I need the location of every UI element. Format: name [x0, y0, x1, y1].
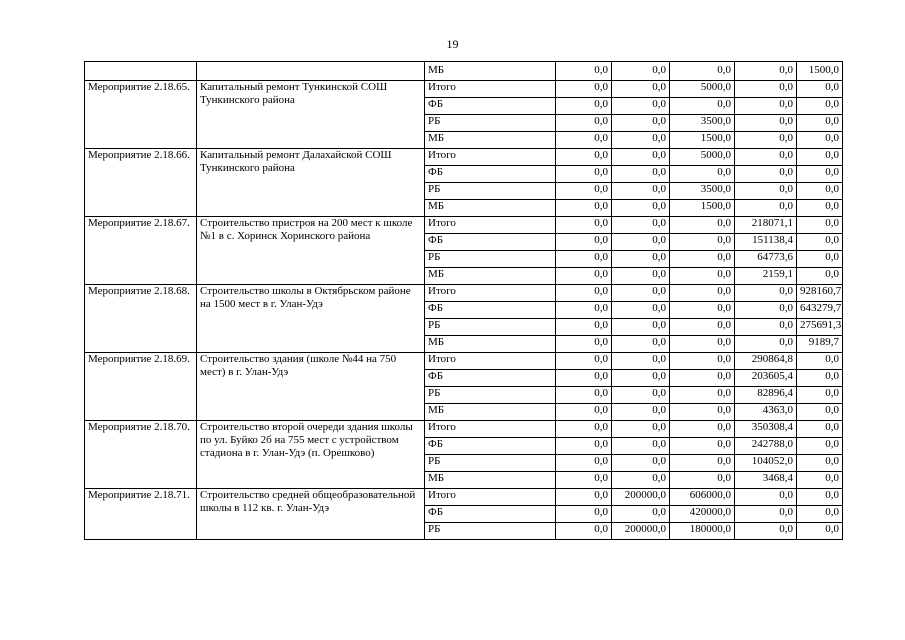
- value-cell: 0,0: [670, 353, 735, 370]
- value-cell: 0,0: [612, 336, 670, 353]
- measure-code-cell: [85, 62, 197, 81]
- value-cell: 0,0: [797, 115, 843, 132]
- value-cell: 0,0: [735, 62, 797, 81]
- measure-name-cell: Капитальный ремонт Тункинской СОШ Тункинского района: [197, 81, 425, 149]
- measure-code-cell: Мероприятие 2.18.71.: [85, 489, 197, 540]
- value-cell: 0,0: [670, 387, 735, 404]
- value-cell: 151138,4: [735, 234, 797, 251]
- value-cell: 0,0: [797, 98, 843, 115]
- value-cell: 0,0: [735, 319, 797, 336]
- measure-name-cell: Строительство средней общеобразовательной школы в 112 кв. г. Улан-Удэ: [197, 489, 425, 540]
- funding-source-cell: ФБ: [425, 166, 556, 183]
- value-cell: 0,0: [735, 285, 797, 302]
- value-cell: 0,0: [556, 421, 612, 438]
- value-cell: 0,0: [612, 506, 670, 523]
- funding-source-cell: РБ: [425, 183, 556, 200]
- value-cell: 420000,0: [670, 506, 735, 523]
- value-cell: 0,0: [735, 166, 797, 183]
- value-cell: 0,0: [670, 336, 735, 353]
- value-cell: 0,0: [612, 387, 670, 404]
- value-cell: 0,0: [612, 183, 670, 200]
- value-cell: 350308,4: [735, 421, 797, 438]
- value-cell: 0,0: [556, 523, 612, 540]
- value-cell: 1500,0: [670, 200, 735, 217]
- value-cell: 0,0: [612, 115, 670, 132]
- funding-source-cell: РБ: [425, 523, 556, 540]
- value-cell: 0,0: [612, 302, 670, 319]
- value-cell: 0,0: [556, 234, 612, 251]
- value-cell: 0,0: [797, 472, 843, 489]
- value-cell: 0,0: [797, 455, 843, 472]
- funding-source-cell: МБ: [425, 336, 556, 353]
- value-cell: 0,0: [556, 149, 612, 166]
- value-cell: 104052,0: [735, 455, 797, 472]
- table-row: [85, 285, 843, 302]
- value-cell: 9189,7: [797, 336, 843, 353]
- value-cell: 0,0: [556, 268, 612, 285]
- value-cell: 0,0: [670, 319, 735, 336]
- value-cell: 0,0: [797, 149, 843, 166]
- value-cell: 0,0: [556, 506, 612, 523]
- value-cell: 0,0: [556, 285, 612, 302]
- measure-code-cell: Мероприятие 2.18.66.: [85, 149, 197, 217]
- value-cell: 0,0: [612, 370, 670, 387]
- value-cell: 0,0: [556, 387, 612, 404]
- value-cell: 0,0: [797, 183, 843, 200]
- value-cell: 0,0: [670, 285, 735, 302]
- value-cell: 0,0: [735, 183, 797, 200]
- value-cell: 0,0: [556, 302, 612, 319]
- measure-code-cell: Мероприятие 2.18.70.: [85, 421, 197, 489]
- measure-name-cell: Строительство школы в Октябрьском районе на 1500 мест в г. Улан-Удэ: [197, 285, 425, 353]
- value-cell: 0,0: [735, 523, 797, 540]
- value-cell: 0,0: [797, 81, 843, 98]
- value-cell: 0,0: [556, 353, 612, 370]
- value-cell: 0,0: [556, 438, 612, 455]
- value-cell: 0,0: [797, 217, 843, 234]
- value-cell: 0,0: [797, 438, 843, 455]
- measure-name-cell: Строительство второй очереди здания школы по ул. Буйко 2б на 755 мест с устройством стадиона в г. Улан-Удэ (п. Орешково): [197, 421, 425, 489]
- value-cell: 0,0: [670, 251, 735, 268]
- value-cell: 0,0: [670, 98, 735, 115]
- funding-source-cell: Итого: [425, 353, 556, 370]
- value-cell: 0,0: [797, 132, 843, 149]
- value-cell: 0,0: [556, 81, 612, 98]
- table-row: [85, 217, 843, 234]
- value-cell: 0,0: [735, 200, 797, 217]
- value-cell: 0,0: [556, 472, 612, 489]
- value-cell: 0,0: [797, 353, 843, 370]
- value-cell: 0,0: [556, 370, 612, 387]
- value-cell: 200000,0: [612, 489, 670, 506]
- value-cell: 0,0: [797, 506, 843, 523]
- page-number: 19: [446, 37, 459, 51]
- table-row: [85, 81, 843, 98]
- value-cell: 0,0: [612, 200, 670, 217]
- funding-source-cell: РБ: [425, 319, 556, 336]
- value-cell: 0,0: [735, 489, 797, 506]
- funding-source-cell: РБ: [425, 455, 556, 472]
- funding-source-cell: РБ: [425, 251, 556, 268]
- value-cell: 0,0: [670, 438, 735, 455]
- value-cell: 0,0: [556, 455, 612, 472]
- funding-source-cell: ФБ: [425, 234, 556, 251]
- value-cell: 0,0: [612, 149, 670, 166]
- funding-source-cell: МБ: [425, 472, 556, 489]
- funding-source-cell: РБ: [425, 115, 556, 132]
- value-cell: 2159,1: [735, 268, 797, 285]
- table-row: [85, 353, 843, 370]
- funding-source-cell: ФБ: [425, 438, 556, 455]
- value-cell: 0,0: [612, 251, 670, 268]
- value-cell: 0,0: [670, 268, 735, 285]
- value-cell: 0,0: [735, 81, 797, 98]
- value-cell: 0,0: [797, 489, 843, 506]
- value-cell: 0,0: [670, 404, 735, 421]
- value-cell: 0,0: [797, 404, 843, 421]
- value-cell: 3468,4: [735, 472, 797, 489]
- funding-source-cell: ФБ: [425, 302, 556, 319]
- measure-code-cell: Мероприятие 2.18.69.: [85, 353, 197, 421]
- funding-source-cell: ФБ: [425, 98, 556, 115]
- funding-source-cell: РБ: [425, 387, 556, 404]
- value-cell: 0,0: [735, 132, 797, 149]
- value-cell: 0,0: [556, 166, 612, 183]
- measure-name-cell: [197, 62, 425, 81]
- funding-source-cell: МБ: [425, 268, 556, 285]
- value-cell: 0,0: [612, 217, 670, 234]
- value-cell: 200000,0: [612, 523, 670, 540]
- value-cell: 0,0: [735, 98, 797, 115]
- value-cell: 0,0: [797, 421, 843, 438]
- funding-source-cell: Итого: [425, 285, 556, 302]
- funding-source-cell: Итого: [425, 217, 556, 234]
- value-cell: 0,0: [556, 404, 612, 421]
- value-cell: 0,0: [612, 455, 670, 472]
- value-cell: 180000,0: [670, 523, 735, 540]
- value-cell: 0,0: [797, 387, 843, 404]
- value-cell: 0,0: [797, 200, 843, 217]
- value-cell: 0,0: [735, 149, 797, 166]
- value-cell: 0,0: [612, 438, 670, 455]
- funding-source-cell: Итого: [425, 421, 556, 438]
- value-cell: 0,0: [797, 268, 843, 285]
- value-cell: 0,0: [735, 336, 797, 353]
- value-cell: 0,0: [556, 98, 612, 115]
- value-cell: 0,0: [735, 115, 797, 132]
- funding-source-cell: ФБ: [425, 370, 556, 387]
- measure-code-cell: Мероприятие 2.18.65.: [85, 81, 197, 149]
- value-cell: 0,0: [612, 404, 670, 421]
- value-cell: 3500,0: [670, 115, 735, 132]
- value-cell: 0,0: [670, 370, 735, 387]
- measure-code-cell: Мероприятие 2.18.67.: [85, 217, 197, 285]
- value-cell: 0,0: [797, 251, 843, 268]
- funding-source-cell: ФБ: [425, 506, 556, 523]
- value-cell: 0,0: [556, 200, 612, 217]
- funding-source-cell: Итого: [425, 149, 556, 166]
- value-cell: 0,0: [735, 302, 797, 319]
- table-row: [85, 149, 843, 166]
- value-cell: 5000,0: [670, 149, 735, 166]
- table-row: [85, 421, 843, 438]
- value-cell: 0,0: [556, 251, 612, 268]
- funding-source-cell: МБ: [425, 200, 556, 217]
- measure-code-cell: Мероприятие 2.18.68.: [85, 285, 197, 353]
- value-cell: 0,0: [612, 472, 670, 489]
- funding-source-cell: МБ: [425, 404, 556, 421]
- value-cell: 242788,0: [735, 438, 797, 455]
- value-cell: 0,0: [797, 370, 843, 387]
- value-cell: 0,0: [670, 302, 735, 319]
- value-cell: 218071,1: [735, 217, 797, 234]
- funding-source-cell: МБ: [425, 62, 556, 81]
- value-cell: 290864,8: [735, 353, 797, 370]
- value-cell: 0,0: [797, 166, 843, 183]
- value-cell: 82896,4: [735, 387, 797, 404]
- measure-name-cell: Строительство здания (школе №44 на 750 мест) в г. Улан-Удэ: [197, 353, 425, 421]
- value-cell: 0,0: [612, 62, 670, 81]
- value-cell: 4363,0: [735, 404, 797, 421]
- value-cell: 0,0: [670, 62, 735, 81]
- table-row-continuation: [85, 62, 843, 81]
- value-cell: 606000,0: [670, 489, 735, 506]
- funding-source-cell: МБ: [425, 132, 556, 149]
- value-cell: 0,0: [612, 285, 670, 302]
- value-cell: 1500,0: [670, 132, 735, 149]
- value-cell: 3500,0: [670, 183, 735, 200]
- value-cell: 0,0: [612, 166, 670, 183]
- value-cell: 0,0: [612, 268, 670, 285]
- value-cell: 0,0: [670, 472, 735, 489]
- value-cell: 5000,0: [670, 81, 735, 98]
- value-cell: 928160,7: [797, 285, 843, 302]
- value-cell: 0,0: [612, 98, 670, 115]
- value-cell: 0,0: [670, 234, 735, 251]
- value-cell: 0,0: [556, 319, 612, 336]
- value-cell: 0,0: [612, 234, 670, 251]
- value-cell: 0,0: [612, 81, 670, 98]
- funding-source-cell: Итого: [425, 81, 556, 98]
- value-cell: 0,0: [556, 489, 612, 506]
- value-cell: 1500,0: [797, 62, 843, 81]
- value-cell: 0,0: [612, 319, 670, 336]
- table-body: [85, 62, 843, 540]
- funding-source-cell: Итого: [425, 489, 556, 506]
- value-cell: 0,0: [670, 421, 735, 438]
- budget-table: [84, 61, 843, 540]
- value-cell: 0,0: [670, 455, 735, 472]
- value-cell: 0,0: [556, 336, 612, 353]
- value-cell: 643279,7: [797, 302, 843, 319]
- value-cell: 0,0: [612, 132, 670, 149]
- value-cell: 275691,3: [797, 319, 843, 336]
- value-cell: 0,0: [670, 217, 735, 234]
- value-cell: 0,0: [735, 506, 797, 523]
- value-cell: 0,0: [612, 421, 670, 438]
- measure-name-cell: Капитальный ремонт Далахайской СОШ Тункинского района: [197, 149, 425, 217]
- value-cell: 0,0: [797, 234, 843, 251]
- value-cell: 203605,4: [735, 370, 797, 387]
- value-cell: 0,0: [797, 523, 843, 540]
- value-cell: 0,0: [556, 217, 612, 234]
- table-row: [85, 489, 843, 506]
- value-cell: 0,0: [670, 166, 735, 183]
- value-cell: 0,0: [556, 62, 612, 81]
- value-cell: 0,0: [556, 183, 612, 200]
- value-cell: 0,0: [556, 115, 612, 132]
- value-cell: 0,0: [556, 132, 612, 149]
- measure-name-cell: Строительство пристроя на 200 мест к школе №1 в с. Хоринск Хоринского района: [197, 217, 425, 285]
- value-cell: 0,0: [612, 353, 670, 370]
- value-cell: 64773,6: [735, 251, 797, 268]
